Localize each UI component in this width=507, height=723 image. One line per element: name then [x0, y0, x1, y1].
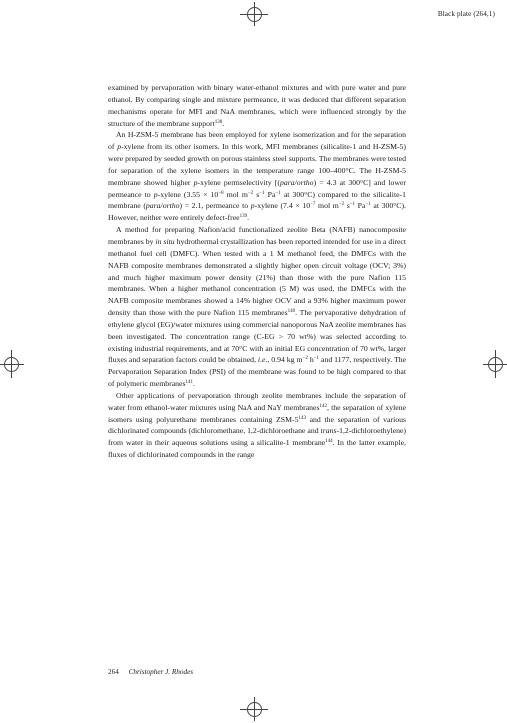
- page-footer: [108, 668, 193, 676]
- body-text: [108, 82, 406, 461]
- page-number: 264: [108, 668, 119, 676]
- paragraph-1: examined by pervaporation with binary water-ethanol mixtures and with pure water and pure ethanol. By comparing single and mixture permeance, it was deduced that different separation mechanisms operate for MFI and NaA membranes, which were influenced strongly by the structure of the membrane support$^{138}$.: [108, 83, 406, 128]
- registration-mark-top: [240, 2, 268, 26]
- registration-mark-right: [483, 350, 507, 378]
- running-author: Christopher J. Rhodes: [128, 668, 194, 676]
- registration-mark-left: [0, 350, 24, 378]
- registration-mark-bottom: [240, 697, 268, 721]
- paragraph-4: Other applications of pervaporation through zeolite membranes include the separation of water from ethanol-water mixtures using NaA and NaY membranes$^{142}$, the separation of xylene isomers using polyurethane membranes containing ZSM-$5^{143}$ and the separation of various dichlorinated compounds (dichloromethane, 1,2-dichloroethane and trans-1,2-dichloroethylene) from water in their aqueous solutions using a silicalite-1 membrane$^{144}$. In the latter example, fluxes of dichlorinated compounds in the range: [108, 390, 406, 460]
- paragraph-2: An H-ZSM-5 membrane has been employed for xylene isomerization and for the separation of p-xylene from its other isomers. In this work, MFI membranes (silicalite-1 and H-ZSM-5) were prepared by seeded growth on porous stainless steel supports. The membranes were tested for separation of the xylene isomers in the temperature range 100–400°C. The H-ZSM-5 membrane showed higher p-xylene permselectivity [(para/ortho) = 4.3 at 300°C] and lower permeance to p-xylene ($3.55 \times 10^{-8}$ mol $m^{-2}$ $s^{-1}$ $Pa^{-1}$ at 300°C) compared to the silicalite-1 membrane (para/ortho) = 2.1, permeance to p-xylene ($7.4 \times 10^{-7}$ mol $m^{-2}$ $s^{-1}$ $Pa^{-1}$ at 300°C). However, neither were entirely defect-free$^{139}$.: [108, 130, 406, 223]
- plate-label: Black plate (264,1): [437, 10, 495, 18]
- paragraph-3: A method for preparing Nafion/acid functionalized zeolite Beta (NAFB) nanocomposite membranes by in situ hydrothermal crystallization has been reported intended for use in a direct methanol fuel cell (DMFC). When tested with a 1 M methanol feed, the DMFCs with the NAFB composite membranes demonstrated a slightly higher open circuit voltage (OCV; 3%) and much higher maximum power density (21%) than those with the pure Nafion 115 membranes. When a higher methanol concentration (5 M) was used, the DMFCs with the NAFB composite membranes showed a 14% higher OCV and a 93% higher maximum power density than those with the pure Nafion 115 membranes$^{140}$. The pervaporative dehydration of ethylene glycol (EG)/water mixtures using commercial nanoporous NaA zeolite membranes has been investigated. The concentration range (C-EG > 70 wt%) was selected according to existing industrial requirements, and at 70°C with an initial EG concentration of 70 wt%, larger fluxes and separation factors could be obtained, i.e., 0.94 kg $m^{-2}$ $h^{-1}$ and 1177, respectively. The Pervaporation Separation Index (PSI) of the membrane was found to be high compared to that of polymeric membranes$^{141}$.: [108, 225, 407, 389]
